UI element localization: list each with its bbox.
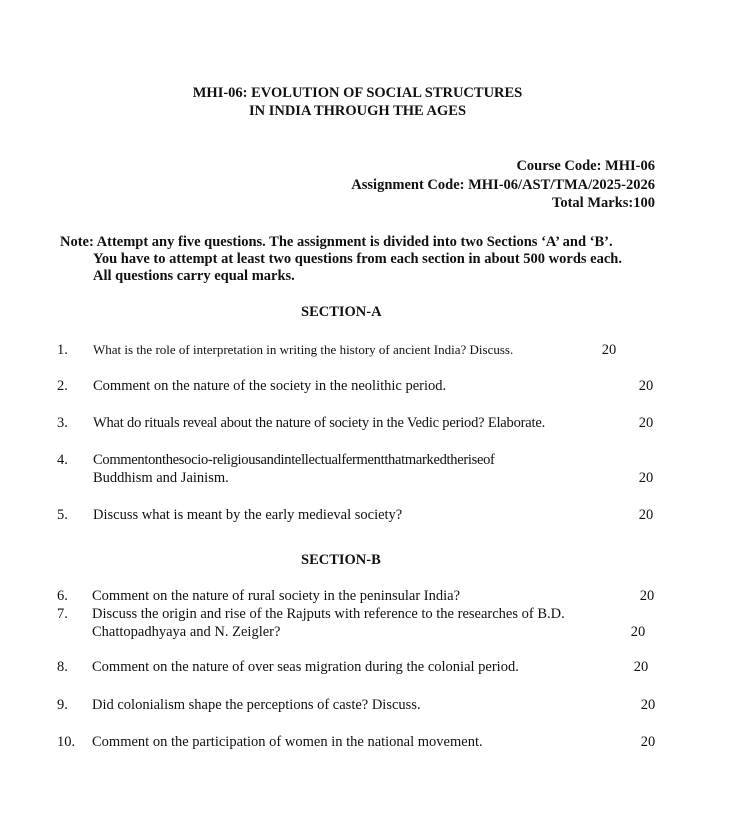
question-text-continued: Chattopadhyaya and N. Zeigler? [92,624,281,640]
question-number: 1. [57,342,68,358]
question-text: Discuss what is meant by the early medieval society? [93,507,403,523]
question-text: Commentonthesocio-religiousandintellectualfermentthatmarkedtheriseof [93,452,495,468]
question-marks: 20 [638,507,654,523]
question-text: What is the role of interpretation in writing the history of ancient India? Discuss. [93,342,514,357]
question-marks: 20 [639,588,655,604]
question-text: Comment on the nature of the society in the neolithic period. [93,378,447,394]
question-number: 9. [57,697,68,713]
question-marks: 20 [640,734,656,750]
note-line2: You have to attempt at least two questions from each section in about 500 words each. [93,251,622,267]
question-marks: 20 [601,342,617,358]
question-number: 8. [57,659,68,675]
section-a-heading: SECTION-A [301,304,382,320]
question-marks: 20 [640,697,656,713]
total-marks: Total Marks:100 [552,195,655,211]
question-number: 7. [57,606,68,622]
question-number: 3. [57,415,68,431]
question-text: What do rituals reveal about the nature of society in the Vedic period? Elaborate. [93,415,545,431]
note-line3: All questions carry equal marks. [93,268,295,284]
question-number: 2. [57,378,68,394]
course-code: Course Code: MHI-06 [516,158,655,174]
question-number: 5. [57,507,68,523]
note-line1: Note: Attempt any five questions. The assignment is divided into two Sections ‘A’ and ‘B’. [60,234,613,250]
question-text-continued: Buddhism and Jainism. [93,470,229,486]
question-number: 6. [57,588,68,604]
question-number: 4. [57,452,68,468]
question-text: Discuss the origin and rise of the Rajputs with reference to the researches of B.D. [92,606,565,622]
doc-title-line2: IN INDIA THROUGH THE AGES [248,103,467,119]
question-number: 10. [57,734,76,750]
question-marks: 20 [638,415,654,431]
question-marks: 20 [630,624,646,640]
question-text: Comment on the nature of rural society in the peninsular India? [92,588,461,604]
assignment-code: Assignment Code: MHI-06/AST/TMA/2025-2026 [351,177,655,193]
question-marks: 20 [633,659,649,675]
question-marks: 20 [638,470,654,486]
doc-title-line1: MHI-06: EVOLUTION OF SOCIAL STRUCTURES [192,85,523,101]
question-text: Did colonialism shape the perceptions of caste? Discuss. [92,697,421,713]
section-b-heading: SECTION-B [301,552,381,568]
question-text: Comment on the participation of women in the national movement. [92,734,483,750]
question-text: Comment on the nature of over seas migration during the colonial period. [92,659,519,675]
question-marks: 20 [638,378,654,394]
